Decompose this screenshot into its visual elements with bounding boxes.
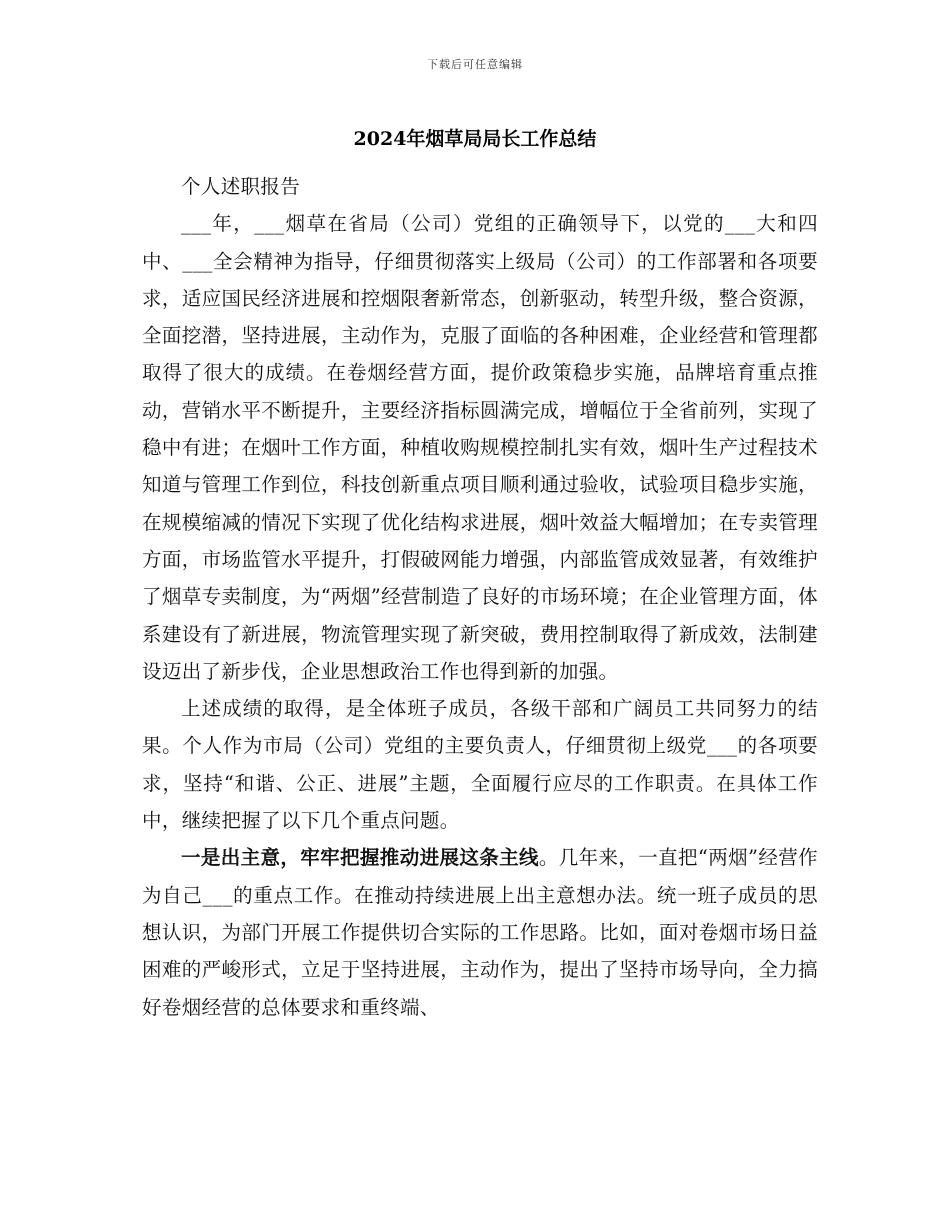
paragraph-text: 上述成绩的取得，是全体班子成员，各级干部和广阔员工共同努力的结果。个人作为市局（公司）党组的主要负责人，仔细贯彻上级党___的各项要求，坚持“和谐、公正、进展”主题，全面履行应尽的工作职责。在具体工作中，继续把握了以下几个重点问题。: [142, 697, 818, 833]
paragraph-text: 。几年来，一直把“两烟”经营作为自己___的重点工作。在推动持续进展上出主意想办法。统一班子成员的思想认识，为部门开展工作提供切合实际的工作思路。比如，面对卷烟市场日益困难的严峻形式，立足于坚持进展，主动作为，提出了坚持市场导向，全力搞好卷烟经营的总体要求和重终端、: [142, 846, 818, 1019]
paragraph-achievements: [142, 690, 818, 839]
paragraph-text: ___年，___烟草在省局（公司）党组的正确领导下，以党的___大和四中、___全会精神为指导，仔细贯彻落实上级局（公司）的工作部署和各项要求，适应国民经济进展和控烟限奢新常态，创新驱动，转型升级，整合资源，全面挖潜，坚持进展，主动作为，克服了面临的各种困难，企业经营和管理都取得了很大的成绩。在卷烟经营方面，提价政策稳步实施，品牌培育重点推动，营销水平不断提升，主要经济指标圆满完成，增幅位于全省前列，实现了稳中有进；在烟叶工作方面，种植收购规模控制扎实有效，烟叶生产过程技术知道与管理工作到位，科技创新重点项目顺利通过验收，试验项目稳步实施，在规模缩减的情况下实现了优化结构求进展，烟叶效益大幅增加；在专卖管理方面，市场监管水平提升，打假破网能力增强，内部监管成效显著，有效维护了烟草专卖制度，为“两烟”经营制造了良好的市场环境；在企业管理方面，体系建设有了新进展，物流管理实现了新突破，费用控制取得了新成效，法制建设迈出了新步伐，企业思想政治工作也得到新的加强。: [142, 212, 818, 683]
page-header-note: 下载后可任意编辑: [427, 58, 523, 71]
paragraph-annual-overview: [142, 205, 818, 690]
document-body: [142, 168, 818, 1026]
paragraph-lead-bold: 一是出主意，牢牢把握推动进展这条主线: [181, 846, 539, 870]
paragraph-text: 个人述职报告: [181, 175, 301, 198]
paragraph-report-label: [142, 168, 818, 205]
paragraph-first-point: [142, 839, 818, 1025]
document-title: 2024年烟草局局长工作总结: [353, 128, 597, 150]
